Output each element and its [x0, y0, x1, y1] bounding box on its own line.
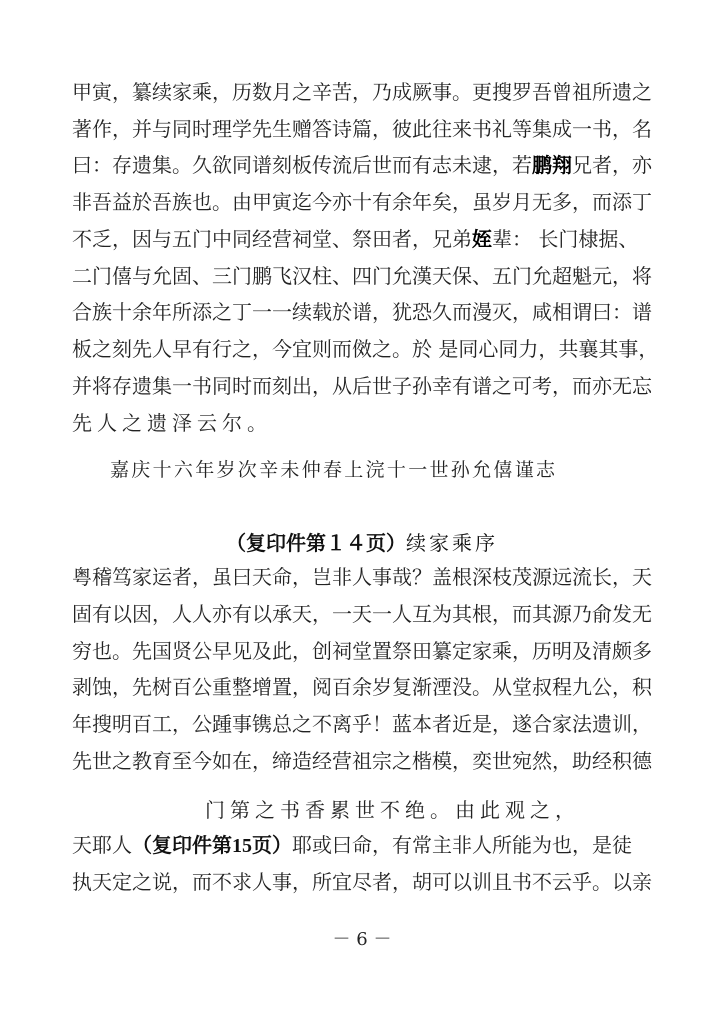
- body-line-text: 天耶人: [72, 833, 132, 857]
- body-line: 二门僖与允固、三门鹏飞汉柱、四门允漢天保、五门允超魁元，将: [72, 264, 652, 288]
- body-line: 年搜明百工，公踵事镌总之不离乎！蓝本者近是，遂合家法遗训，: [72, 712, 652, 736]
- body-line-text: 不乏，因与五门中同经营祠堂、祭田者，兄弟: [72, 227, 472, 251]
- body-line: 执天定之说，而不求人事，所宜尽者，胡可以训且书不云乎。以亲: [72, 870, 652, 894]
- body-line: 甲寅，纂续家乘，历数月之辛苦，乃成厥事。更搜罗吾曾祖所遗之: [72, 80, 652, 104]
- body-line: 并将存遗集一书同时而刻出，从后世子孙幸有谱之可考，而亦无忘: [72, 374, 652, 398]
- signature-line: 嘉庆十六年岁次辛未仲春上浣十一世孙允僖谨志: [110, 459, 558, 481]
- heading-page-ref: （复印件第１４页）: [226, 533, 406, 555]
- body-line: [72, 831, 632, 859]
- heading-title: 续家乘序: [406, 531, 498, 555]
- body-line-text: 耶或曰命，有常主非人所能为也，是徒: [292, 833, 632, 857]
- body-line: 先世之教育至今如在，缔造经营祖宗之楷模，奕世宛然，助经积德: [72, 749, 652, 773]
- body-line: 粤稽笃家运者，虽曰天命，岂非人事哉？盖根深枝茂源远流长，天: [72, 565, 652, 589]
- page-number: － 6 －: [332, 929, 392, 950]
- body-line: 剥蚀，先树百公重整增置，阅百余岁复渐湮没。从堂叔程九公，积: [72, 675, 652, 699]
- inline-page-ref: （复印件第15页）: [132, 835, 292, 857]
- body-line: 门第之书香累世不绝。由此观之，: [205, 798, 580, 822]
- emphasized-char: 姪: [472, 227, 492, 251]
- body-line: 先人之遗泽云尔。: [72, 411, 272, 435]
- body-line-text: 兄者，亦: [572, 153, 652, 177]
- body-line: 非吾益於吾族也。由甲寅迄今亦十有余年矣，虽岁月无多，而添丁: [72, 190, 652, 214]
- body-line: 合族十余年所添之丁一一续载於谱，犹恐久而漫灭，咸相谓曰：谱: [72, 300, 652, 324]
- body-line: [72, 225, 639, 253]
- body-line: 固有以因，人人亦有以承天，一天一人互为其根，而其源乃俞发无: [72, 602, 652, 626]
- body-line: [72, 151, 652, 179]
- body-line-text: 辈： 长门棣据、: [492, 227, 639, 251]
- body-line: 穷也。先国贤公早见及此，创祠堂置祭田纂定家乘，历明及清颇多: [72, 639, 652, 663]
- body-line: 板之刻先人早有行之，今宜则而傚之。於 是同心同力，共襄其事，: [72, 337, 659, 361]
- section-heading: [0, 529, 724, 558]
- body-line: 著作，并与同时理学先生赠答诗篇，彼此往来书礼等集成一书，名: [72, 117, 652, 141]
- emphasized-name: 鹏翔: [532, 153, 572, 177]
- body-line-text: 曰：存遗集。久欲同谱刻板传流后世而有志未逮，若: [72, 153, 532, 177]
